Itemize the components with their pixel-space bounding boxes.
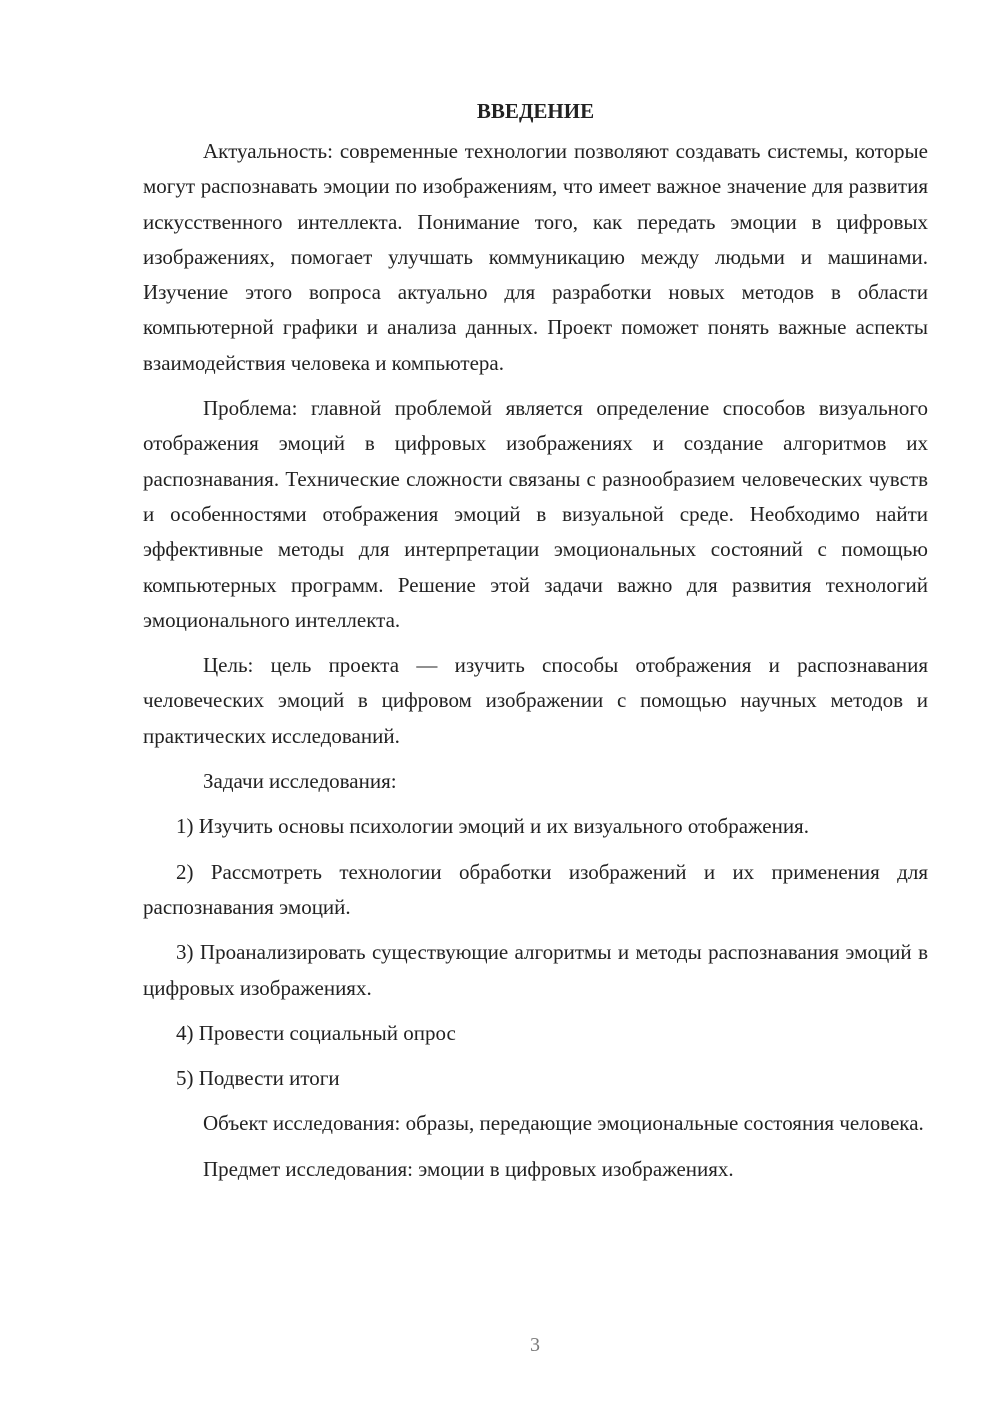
problem-paragraph: Проблема: главной проблемой является определение способов визуального отображения эмоций в цифровых изображениях и создание алгоритмов их распознавания. Технические сложности связаны с разнообразием человеческих чувств и особенностями отображения эмоций в визуальной среде. Необходимо найти эффективные методы для интерпретации эмоциональных состояний с помощью компьютерных программ. Решение этой задачи важно для развития технологий эмоционального интеллекта. <box>143 396 928 632</box>
task-item: 5) Подвести итоги <box>176 1066 340 1091</box>
research-subject-paragraph: Предмет исследования: эмоции в цифровых изображениях. <box>203 1156 734 1181</box>
page-number: 3 <box>530 1334 540 1356</box>
page-content <box>143 96 928 1197</box>
page-heading: ВВЕДЕНИЕ <box>476 99 595 123</box>
tasks-heading: Задачи исследования: <box>203 769 397 794</box>
goal-paragraph: Цель: цель проекта — изучить способы отображения и распознавания человеческих эмоций в цифровом изображении с помощью научных методов и практических исследований. <box>143 653 928 748</box>
task-item: 1) Изучить основы психологии эмоций и их визуального отображения. <box>176 814 809 839</box>
task-item: 2) Рассмотреть технологии обработки изображений и их применения для распознавания эмоций. <box>143 859 928 919</box>
relevance-paragraph: Актуальность: современные технологии позволяют создавать системы, которые могут распознавать эмоции по изображениям, что имеет важное значение для развития искусственного интеллекта. Понимание того, как передать эмоции в цифровых изображениях, помогает улучшать коммуникацию между людьми и машинами. Изучение этого вопроса актуально для разработки новых методов в области компьютерной графики и анализа данных. Проект поможет понять важные аспекты взаимодействия человека и компьютера. <box>143 139 928 375</box>
task-item: 3) Проанализировать существующие алгоритмы и методы распознавания эмоций в цифровых изображениях. <box>143 940 928 1000</box>
task-item: 4) Провести социальный опрос <box>176 1020 456 1045</box>
research-object-paragraph: Объект исследования: образы, передающие эмоциональные состояния человека. <box>203 1111 924 1136</box>
